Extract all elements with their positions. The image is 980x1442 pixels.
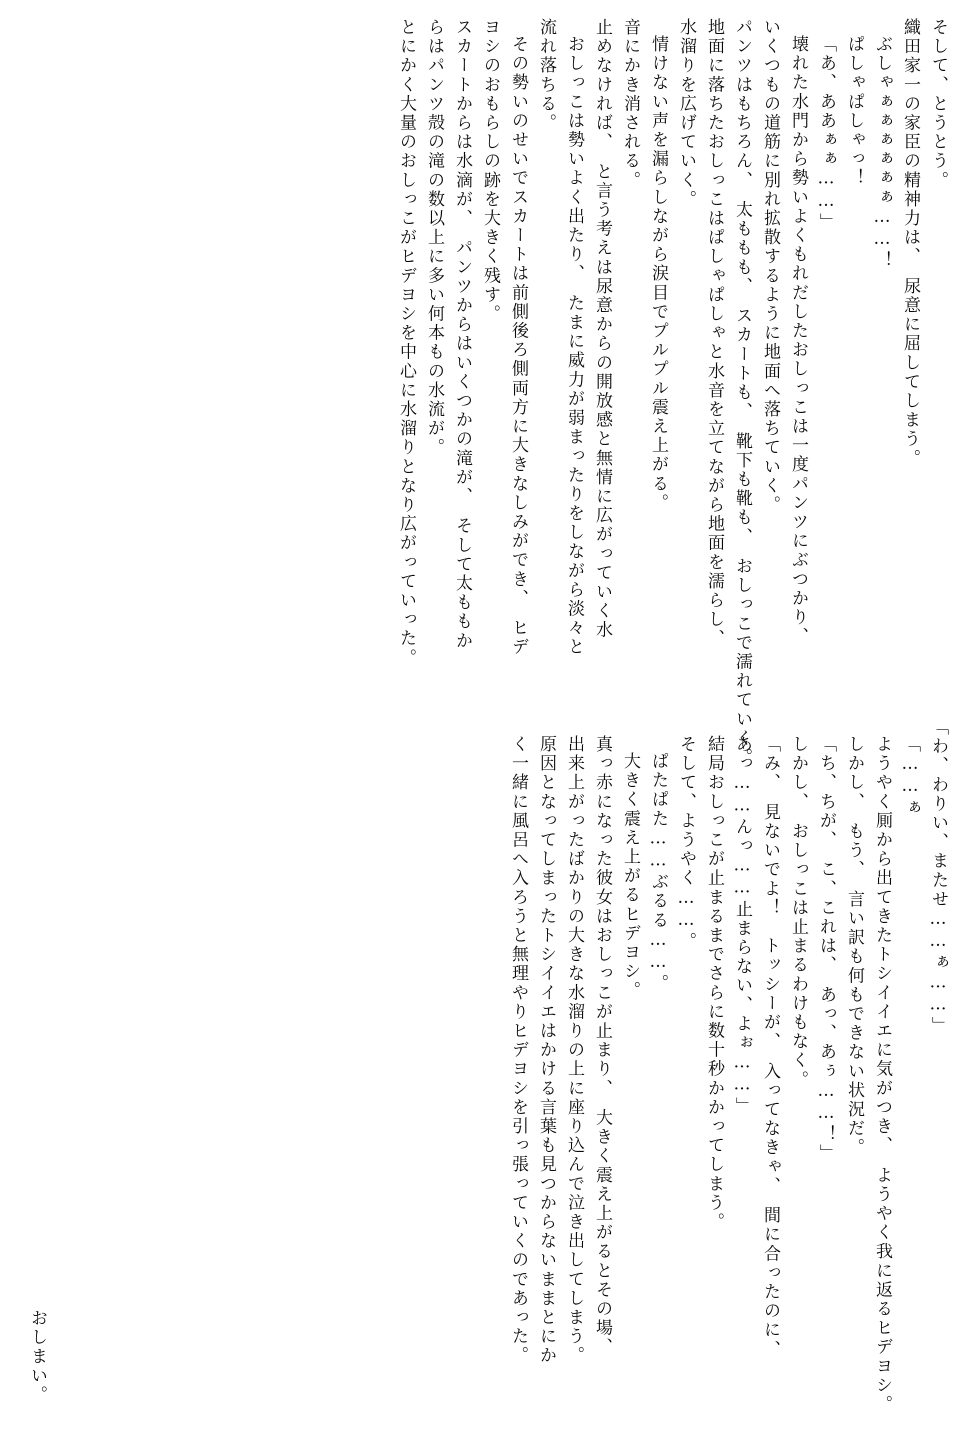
- prose-line: らはパンツ殻の滝の数以上に多い何本もの水流が。: [424, 18, 444, 458]
- prose-line: おしっこは勢いよく出たり、 たまに威力が弱まったりをしながら淡々と: [564, 35, 584, 657]
- prose-line: 「あ、ああぁぁ……」: [816, 35, 836, 232]
- prose-line: ヨシのおもらしの跡を大きく残す。: [480, 18, 500, 324]
- prose-line: そして、ようやく……。: [676, 735, 696, 952]
- prose-line: 水溜りを広げていく。: [676, 18, 696, 209]
- prose-line: しかし、 もう、 言い訳も何もできない状況だ。: [844, 735, 864, 1158]
- prose-line: あっ……んっ……止まらない、よぉ……」: [732, 735, 752, 1116]
- prose-line: 情けない声を漏らしながら涙目でプルプル震え上がる。: [648, 35, 668, 513]
- prose-line: 「わ、わりい、またせ……ぁ……」: [928, 718, 948, 1036]
- prose-line: しかし、 おしっこは止まるわけもなく。: [788, 735, 808, 1090]
- prose-line: 大きく震え上がるヒデヨシ。: [620, 752, 640, 1001]
- prose-line: 壊れた水門から勢いよくもれだしたおしっこは一度パンツにぶつかり、: [788, 35, 808, 647]
- prose-block-bottom: [498, 718, 948, 1415]
- prose-line: 出来上がったばかりの大きな水溜りの上に座り込んで泣き出してしまう。: [564, 735, 584, 1366]
- prose-line: 「ち、ちが、 こ、これは、 あっ、あぅ……！」: [816, 735, 836, 1164]
- prose-line: ぶしゃぁぁぁぁぁぁ……！: [872, 35, 892, 271]
- prose-line: 「……ぁ: [900, 735, 920, 818]
- prose-line: 真っ赤になった彼女はおしっこが止まり、 大きく震え上がるとその場、: [592, 735, 612, 1357]
- prose-line: 音にかき消される。: [620, 18, 640, 190]
- prose-line: ようやく厠から出てきたトシイイエに気がつき、 ようやく我に返るヒデヨシ。: [872, 735, 892, 1415]
- prose-line: 止めなければ、 と言う考えは尿意からの開放感と無情に広がっていく水: [592, 18, 612, 640]
- prose-line: 「み、 見ないでよ！ トッシーが、 入ってなきゃ、 間に合ったのに、: [760, 735, 780, 1359]
- prose-line: とにかく大量のおしっこがヒデヨシを中心に水溜りとなり広がっていった。: [396, 18, 416, 668]
- prose-line: パンツはもちろん、 太ももも、 スカートも、 靴下も靴も、 おしっこで濡れていく。: [732, 18, 752, 768]
- prose-line: ぱたぱた……ぶるる……。: [648, 752, 668, 994]
- prose-line: く一緒に風呂へ入ろうと無理やりヒデヨシを引っ張っていくのであった。: [508, 735, 528, 1366]
- closing-block: [28, 1309, 45, 1405]
- prose-line: 流れ落ちる。: [536, 18, 556, 133]
- prose-line: ぱしゃぱしゃっ！: [844, 35, 864, 188]
- prose-line: いくつもの道筋に別れ拡散するように地面へ落ちていく。: [760, 18, 780, 515]
- prose-block-top: [386, 18, 948, 768]
- prose-line: スカートからは水滴が、 パンツからはいくつかの滝が、 そして太ももか: [452, 18, 472, 651]
- prose-line: 地面に落ちたおしっこはぱしゃぱしゃと水音を立てながら地面を濡らし、: [704, 18, 724, 649]
- prose-line: その勢いのせいでスカートは前側後ろ側両方に大きなしみができ、 ヒデ: [508, 35, 528, 657]
- prose-line: 織田家一の家臣の精神力は、 尿意に屈してしまう。: [900, 18, 920, 468]
- prose-line: 原因となってしまったトシイイエはかける言葉も見つからないままとにか: [536, 735, 556, 1366]
- prose-line: そして、とうとう。: [928, 18, 948, 190]
- prose-line: 結局おしっこが止まるまでさらに数十秒かかってしまう。: [704, 735, 724, 1232]
- closing-line: おしまい。: [27, 1308, 47, 1404]
